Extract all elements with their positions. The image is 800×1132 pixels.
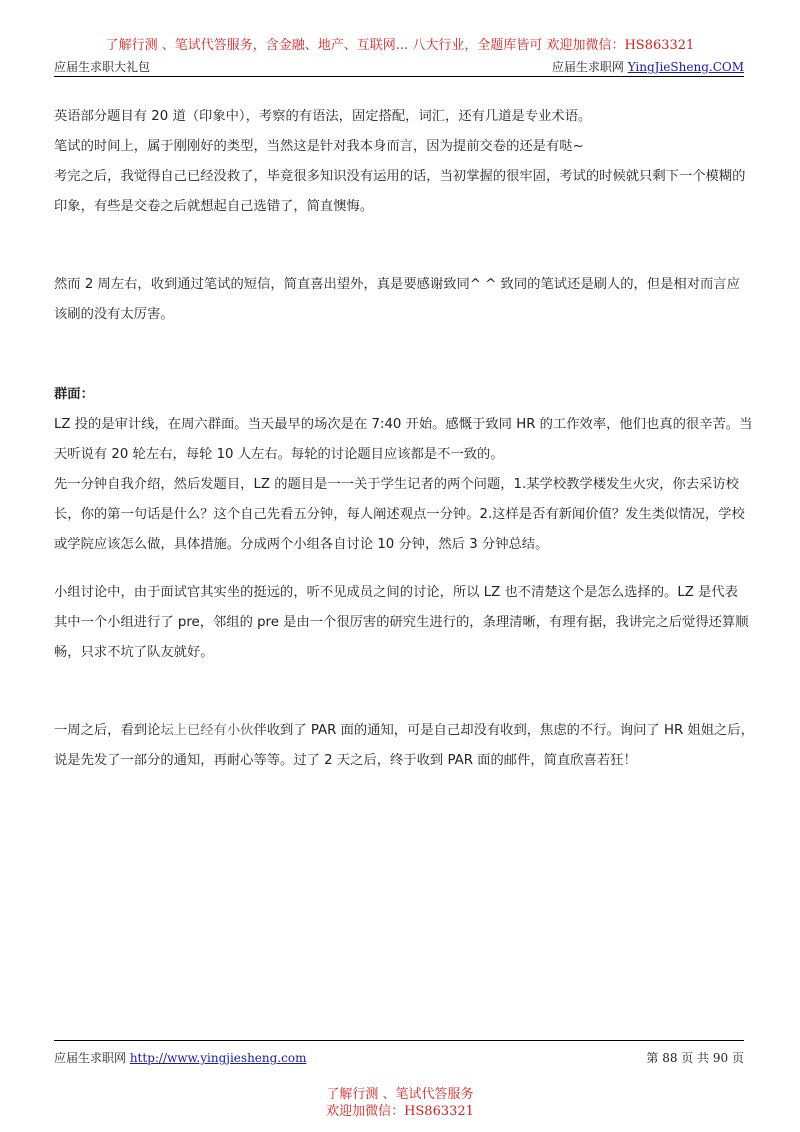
text-segment: 伴收到了 PAR 面的通知，可是自己却没有收到，焦虑的不行。询问了 HR 姐姐之后， bbox=[253, 723, 754, 738]
text-segment-light: 坛上已经有小伙 bbox=[160, 723, 254, 738]
paragraph-par-notice-line2: 说是先发了一部分的通知，再耐心等等。过了 2 天之后，终于收到 PAR 面的邮件，简直欣喜若狂！ bbox=[54, 753, 637, 768]
footer-site-label: 应届生求职网 bbox=[54, 1051, 130, 1065]
top-promo-banner: 了解行测 、笔试代答服务，含金融、地产、互联网... 八大行业，全题库皆可 欢迎加微信：HS863321 bbox=[105, 38, 695, 53]
page-header bbox=[54, 58, 744, 77]
paragraph-topic-line1: 先一分钟自我介绍，然后发题目，LZ 的题目是一一关于学生记者的两个问题，1.某学校教学楼发生火灾，你去采访校 bbox=[54, 477, 739, 492]
header-site-link[interactable]: YingJieSheng.COM bbox=[627, 60, 744, 74]
paragraph-english-section: 英语部分题目有 20 道（印象中），考察的有语法，固定搭配，词汇，还有几道是专业术语。 bbox=[54, 109, 592, 124]
paragraph-discussion-line3: 畅，只求不坑了队友就好。 bbox=[54, 645, 214, 660]
page-footer bbox=[54, 1040, 744, 1065]
paragraph-topic-line3: 或学院应该怎么做，具体措施。分成两个小组各自讨论 10 分钟，然后 3 分钟总结。 bbox=[54, 537, 549, 552]
bottom-promo-line2: 欢迎加微信：HS863321 bbox=[326, 1104, 474, 1119]
bottom-promo-banner bbox=[0, 1086, 800, 1120]
bottom-promo-line1: 了解行测 、笔试代答服务 bbox=[326, 1087, 474, 1102]
header-title: 应届生求职大礼包 bbox=[54, 60, 151, 74]
paragraph-par-notice-line1 bbox=[54, 716, 754, 746]
paragraph-after-exam-line1: 考完之后，我觉得自己已经没救了，毕竟很多知识没有运用的话，当初掌握的很牢固，考试的时候就只剩下一个模糊的 bbox=[54, 169, 746, 184]
section-title-group-interview: 群面： bbox=[54, 387, 94, 402]
paragraph-pass-notice-line2: 该刷的没有太厉害。 bbox=[54, 307, 174, 322]
paragraph-group-line1: LZ 投的是审计线，在周六群面。当天最早的场次是在 7:40 开始。感慨于致同 HR 的工作效率，他们也真的很辛苦。当 bbox=[54, 417, 753, 432]
page-number: 第 88 页 共 90 页 bbox=[646, 1051, 744, 1065]
paragraph-exam-time: 笔试的时间上，属于刚刚好的类型，当然这是针对我本身而言，因为提前交卷的还是有哒~ bbox=[54, 139, 584, 154]
paragraph-pass-notice-line1: 然而 2 周左右，收到通过笔试的短信，简直喜出望外，真是要感谢致同^ ^ 致同的笔试还是刷人的，但是相对而言应 bbox=[54, 277, 740, 292]
paragraph-discussion-line2: 其中一个小组进行了 pre，邻组的 pre 是由一个很厉害的研究生进行的，条理清晰，有理有据，我讲完之后觉得还算顺 bbox=[54, 615, 749, 630]
article-body bbox=[54, 102, 754, 776]
paragraph-after-exam-line2: 印象，有些是交卷之后就想起自己选错了，简直懊悔。 bbox=[54, 199, 374, 214]
text-segment: 一周之后，看到论 bbox=[54, 723, 161, 738]
paragraph-discussion-line1: 小组讨论中，由于面试官其实坐的挺远的，听不见成员之间的讨论，所以 LZ 也不清楚这个是怎么选择的。LZ 是代表 bbox=[54, 585, 738, 600]
footer-site-link[interactable]: http://www.yingjiesheng.com bbox=[129, 1051, 307, 1065]
paragraph-group-line2: 天听说有 20 轮左右，每轮 10 人左右。每轮的讨论题目应该都是不一致的。 bbox=[54, 447, 504, 462]
paragraph-topic-line2: 长，你的第一句话是什么？这个自己先看五分钟，每人阐述观点一分钟。2.这样是否有新闻价值？发生类似情况，学校 bbox=[54, 507, 745, 522]
header-site bbox=[552, 58, 744, 75]
header-site-label: 应届生求职网 bbox=[551, 60, 628, 74]
footer-site bbox=[54, 1049, 306, 1066]
